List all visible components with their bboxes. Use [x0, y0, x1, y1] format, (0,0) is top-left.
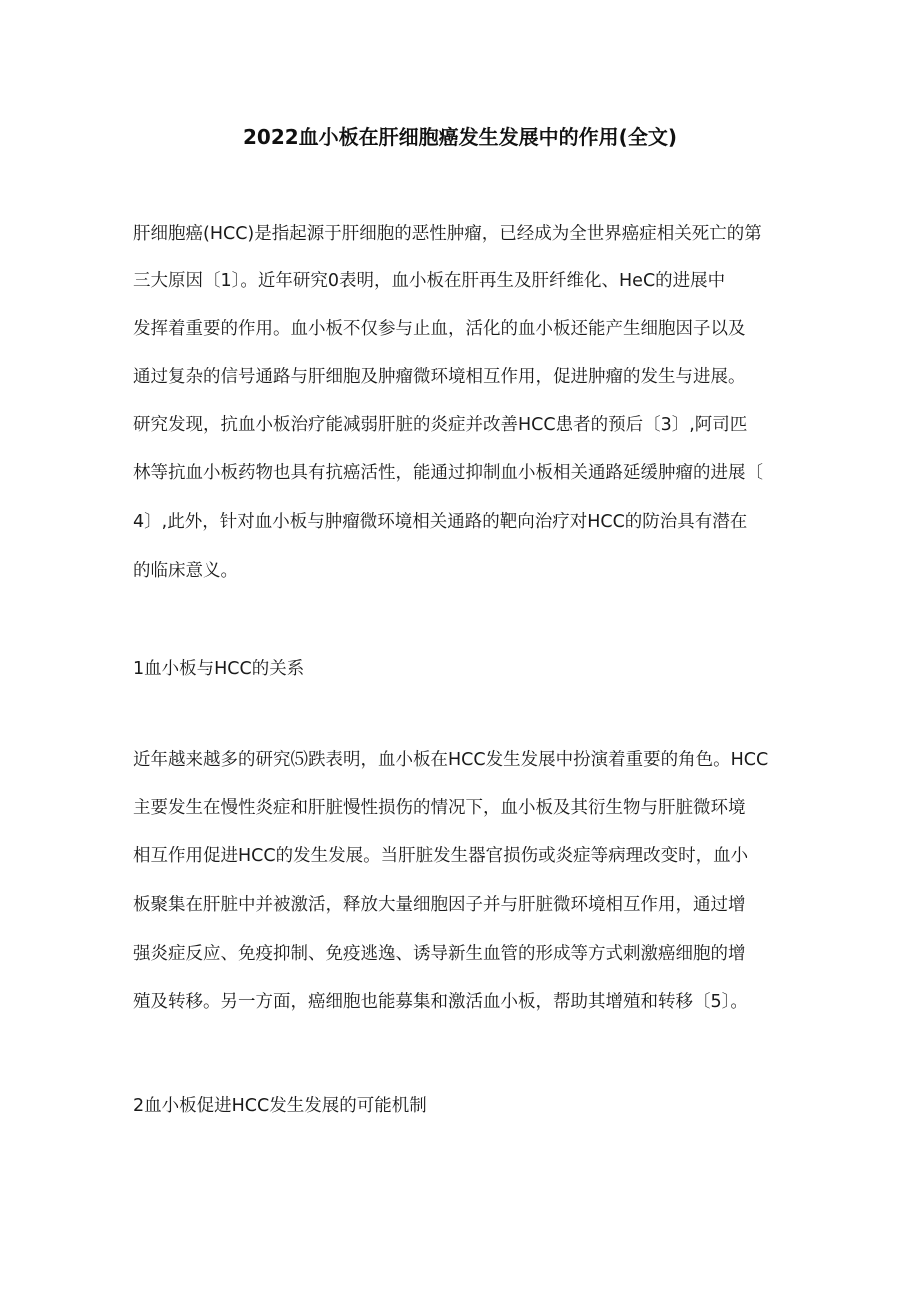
paragraph-line: 近年越来越多的研究⑸跌表明，血小板在HCC发生发展中扮演着重要的角色。HCC	[133, 750, 769, 770]
paragraph-line: 殖及转移。另一方面，癌细胞也能募集和激活血小板，帮助其增殖和转移〔5〕。	[133, 992, 748, 1012]
paragraph-line: 发挥着重要的作用。血小板不仅参与止血，活化的血小板还能产生细胞因子以及	[133, 319, 746, 339]
paragraph-line: 强炎症反应、免疫抑制、免疫逃逸、诱导新生血管的形成等方式刺激癌细胞的增	[133, 944, 746, 964]
paragraph-line: 4〕,此外，针对血小板与肿瘤微环境相关通路的靶向治疗对HCC的防治具有潜在	[133, 512, 748, 532]
paragraph-line: 林等抗血小板药物也具有抗癌活性，能通过抑制血小板相关通路延缓肿瘤的进展〔	[133, 463, 763, 483]
document-title: 2022血小板在肝细胞癌发生发展中的作用(全文)	[243, 125, 677, 149]
paragraph-line: 肝细胞癌(HCC)是指起源于肝细胞的恶性肿瘤，已经成为全世界癌症相关死亡的第	[133, 224, 762, 244]
section-2-heading: 2血小板促进HCC发生发展的可能机制	[133, 1096, 427, 1116]
paragraph-line: 三大原因〔1〕。近年研究0表明，血小板在肝再生及肝纤维化、HeC的进展中	[133, 271, 726, 291]
section-1-heading: 1血小板与HCC的关系	[133, 659, 305, 679]
paragraph-line: 研究发现，抗血小板治疗能减弱肝脏的炎症并改善HCC患者的预后〔3〕,阿司匹	[133, 415, 748, 435]
paragraph-line: 的临床意义。	[133, 561, 238, 581]
paragraph-line: 相互作用促进HCC的发生发展。当肝脏发生器官损伤或炎症等病理改变时，血小	[133, 846, 749, 866]
paragraph-line: 主要发生在慢性炎症和肝脏慢性损伤的情况下，血小板及其衍生物与肝脏微环境	[133, 798, 746, 818]
paragraph-line: 通过复杂的信号通路与肝细胞及肿瘤微环境相互作用，促进肿瘤的发生与进展。	[133, 367, 746, 387]
paragraph-line: 板聚集在肝脏中并被激活，释放大量细胞因子并与肝脏微环境相互作用，通过增	[133, 895, 746, 915]
